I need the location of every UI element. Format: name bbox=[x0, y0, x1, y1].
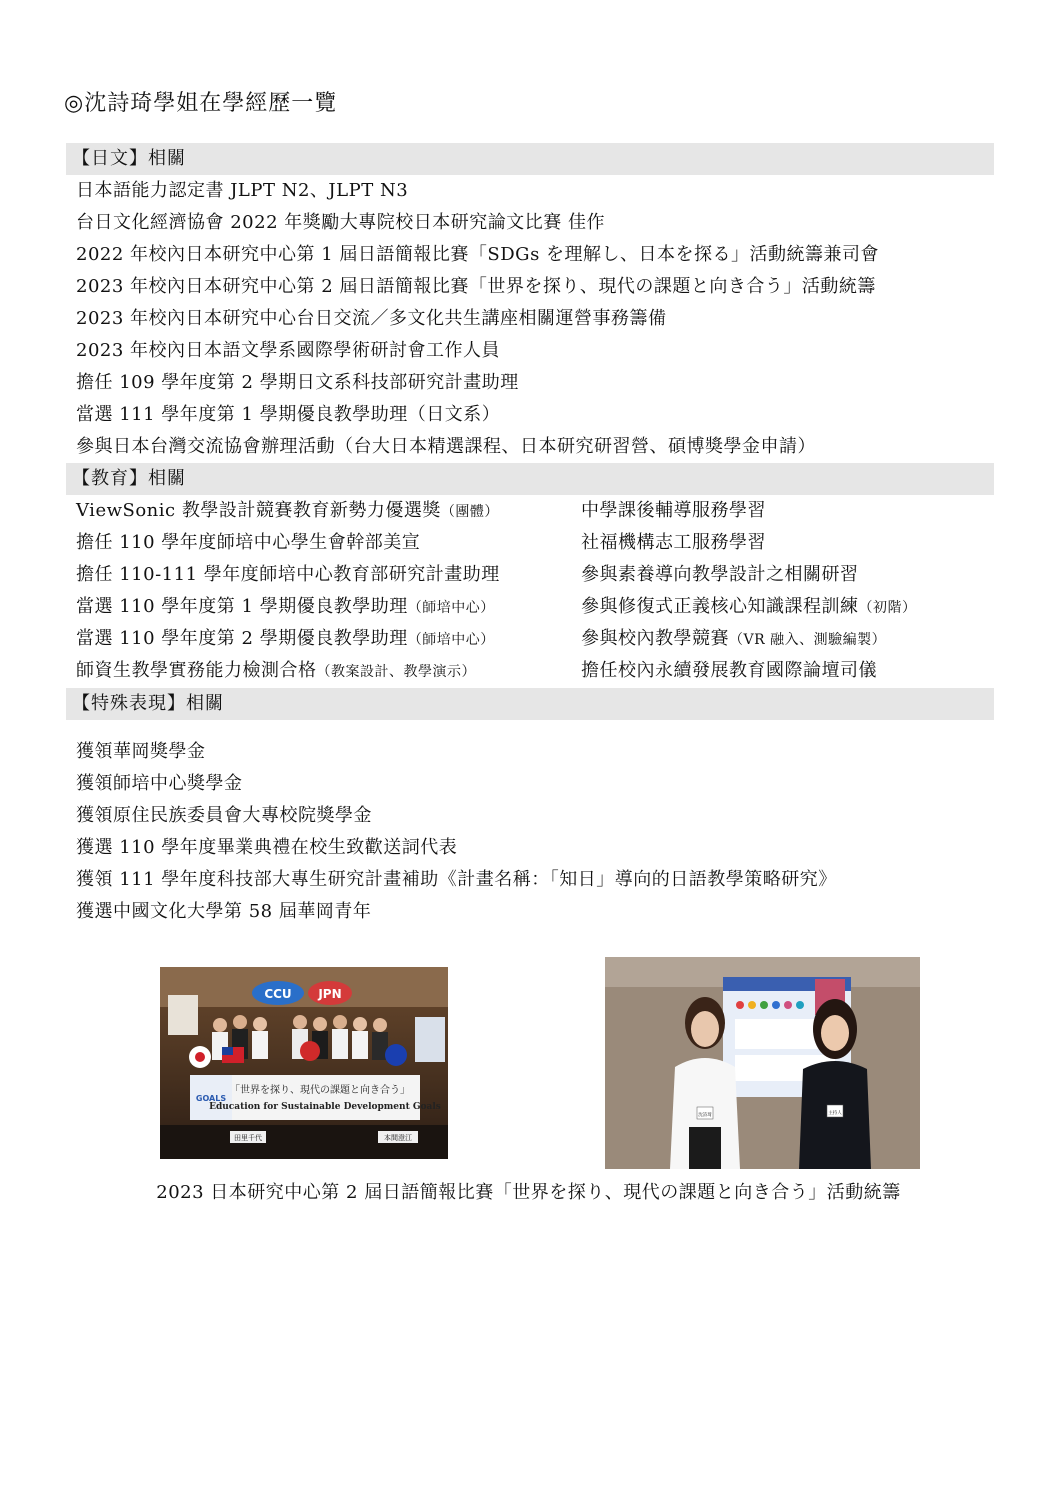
list-item: 擔任 109 學年度第 2 學期日文系科技部研究計畫助理 bbox=[76, 372, 519, 393]
list-item: 2023 年校內日本研究中心第 2 屆日語簡報比賽「世界を探り、現代の課題と向き合う」活動統籌 bbox=[76, 276, 876, 297]
table-row bbox=[66, 591, 994, 623]
poster-photo bbox=[605, 957, 920, 1169]
photo-caption: 2023 日本研究中心第 2 屆日語簡報比賽「世界を探り、現代の課題と向き合う」活動統籌 bbox=[156, 1182, 901, 1203]
edu-right: 參與修復式正義核心知識課程訓練 bbox=[581, 596, 859, 617]
list-item: 獲選 110 學年度畢業典禮在校生致歡送詞代表 bbox=[76, 837, 458, 858]
edu-left-note: （教案設計、教學演示） bbox=[316, 664, 476, 680]
edu-left: 師資生教學實務能力檢測合格 bbox=[76, 660, 317, 681]
edu-right-note: （VR 融入、測驗編製） bbox=[729, 632, 887, 648]
edu-right-note: （初階） bbox=[858, 600, 917, 616]
education-header: 【教育】相關 bbox=[66, 463, 994, 495]
banner-japanese: 「世界を探り、現代の課題と向き合う」 bbox=[230, 1085, 410, 1096]
badge-left: 沈詩琦 bbox=[698, 1113, 712, 1118]
group-photo bbox=[160, 967, 448, 1159]
list-item: 2023 年校內日本語文學系國際學術研討會工作人員 bbox=[76, 340, 501, 361]
table-row bbox=[66, 623, 994, 655]
name-card-right: 本間澄江 bbox=[384, 1134, 412, 1142]
table-row bbox=[66, 495, 994, 527]
edu-left-note: （師培中心） bbox=[407, 632, 495, 648]
page-title: ◎沈詩琦學姐在學經歷一覽 bbox=[64, 91, 338, 116]
edu-right: 社福機構志工服務學習 bbox=[581, 532, 766, 553]
edu-left: 當選 110 學年度第 1 學期優良教學助理 bbox=[76, 596, 408, 617]
jpn-sign: JPN bbox=[318, 987, 342, 1001]
list-item: 獲領華岡獎學金 bbox=[76, 741, 206, 762]
edu-left-note: （團體） bbox=[440, 504, 499, 520]
japanese-header: 【日文】相關 bbox=[66, 143, 994, 175]
edu-right: 中學課後輔導服務學習 bbox=[581, 500, 766, 521]
edu-left: 當選 110 學年度第 2 學期優良教學助理 bbox=[76, 628, 408, 649]
list-item: 獲選中國文化大學第 58 屆華岡青年 bbox=[76, 901, 372, 922]
list-item: 台日文化經濟協會 2022 年獎勵大專院校日本研究論文比賽 佳作 bbox=[76, 212, 605, 233]
banner-english: Education for Sustainable Development Goals bbox=[209, 1102, 441, 1112]
goals-logo: GOALS bbox=[195, 1094, 227, 1103]
table-row bbox=[66, 527, 994, 559]
list-item: 當選 111 學年度第 1 學期優良教學助理（日文系） bbox=[76, 404, 501, 425]
badge-right: 主持人 bbox=[828, 1111, 842, 1116]
list-item: 日本語能力認定書 JLPT N2、JLPT N3 bbox=[76, 180, 409, 201]
edu-right: 參與校內教學競賽 bbox=[581, 628, 729, 649]
edu-right: 參與素養導向教學設計之相關研習 bbox=[581, 564, 859, 585]
education-section bbox=[66, 463, 994, 687]
edu-left: 擔任 110 學年度師培中心學生會幹部美宣 bbox=[76, 532, 421, 553]
table-row bbox=[66, 559, 994, 591]
list-item: 獲領師培中心獎學金 bbox=[76, 773, 243, 794]
name-card-left: 田里千代 bbox=[234, 1134, 262, 1142]
list-item: 2023 年校內日本研究中心台日交流／多文化共生講座相關運營事務籌備 bbox=[76, 308, 667, 329]
japanese-section bbox=[66, 143, 994, 463]
special-header: 【特殊表現】相關 bbox=[66, 688, 994, 720]
table-row bbox=[66, 655, 994, 687]
edu-left-note: （師培中心） bbox=[407, 600, 495, 616]
edu-right: 擔任校內永續發展教育國際論壇司儀 bbox=[581, 660, 877, 681]
edu-left: 擔任 110-111 學年度師培中心教育部研究計畫助理 bbox=[76, 564, 500, 585]
list-item: 參與日本台灣交流協會辦理活動（台大日本精選課程、日本研究研習營、碩博獎學金申請） bbox=[76, 436, 816, 457]
ccu-sign: CCU bbox=[264, 987, 292, 1001]
special-section bbox=[66, 736, 994, 928]
list-item: 獲領原住民族委員會大專校院獎學金 bbox=[76, 805, 372, 826]
edu-left: ViewSonic 教學設計競賽教育新勢力優選獎 bbox=[76, 500, 441, 521]
list-item: 2022 年校內日本研究中心第 1 屆日語簡報比賽「SDGs を理解し、日本を探る」活動統籌兼司會 bbox=[76, 244, 880, 265]
list-item: 獲領 111 學年度科技部大專生研究計畫補助《計畫名稱：「知日」導向的日語教學策略研究》 bbox=[76, 869, 837, 890]
